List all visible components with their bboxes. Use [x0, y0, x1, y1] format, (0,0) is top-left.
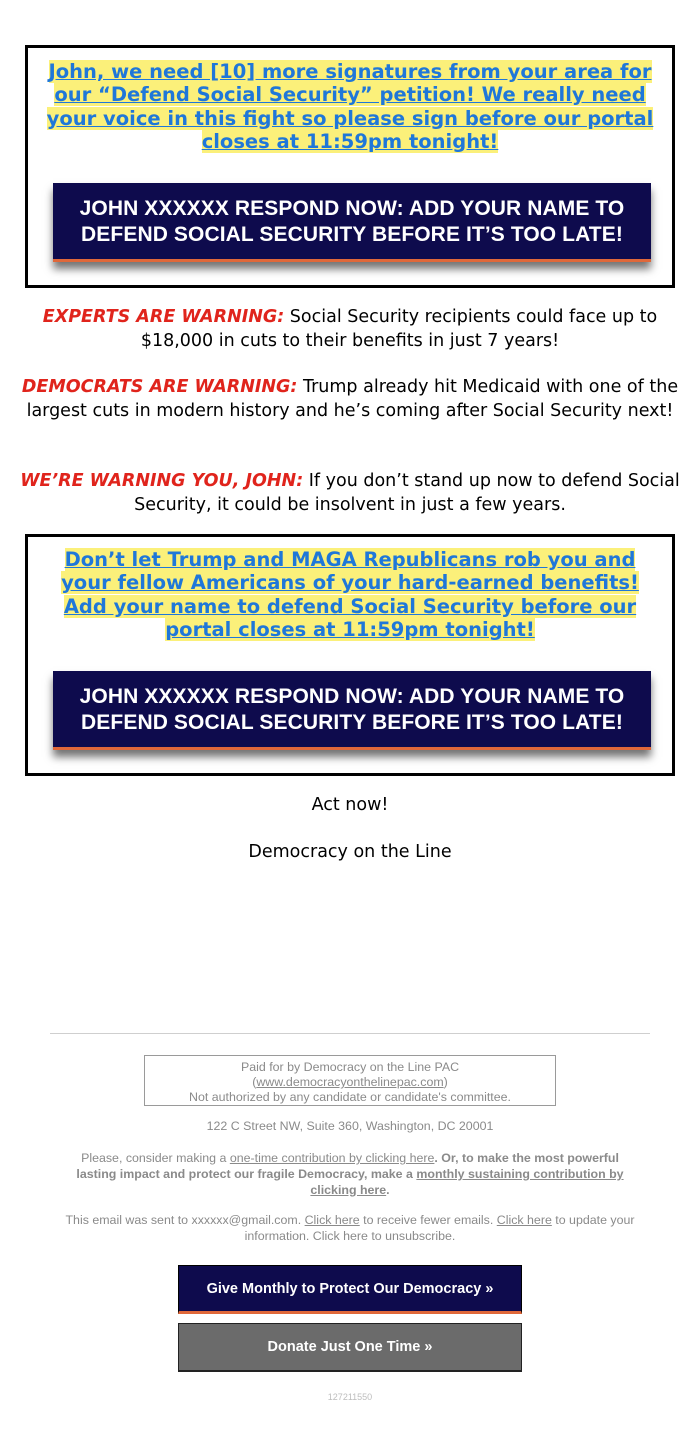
petition-box-2	[25, 534, 675, 776]
petition-headline-link[interactable]	[38, 548, 662, 641]
paid-for-disclaimer	[144, 1055, 556, 1106]
warning-lead: EXPERTS ARE WARNING:	[42, 307, 285, 327]
update-unsubscribe-text: to update your information. Click here to unsubscribe.	[244, 1213, 635, 1243]
warning-paragraph	[20, 376, 680, 423]
give-monthly-button[interactable]: Give Monthly to Protect Our Democracy »	[178, 1265, 522, 1314]
warning-paragraph	[20, 306, 680, 353]
mailing-address: 122 C Street NW, Suite 360, Washington, DC 20001	[206, 1119, 494, 1133]
fewer-emails-text: to receive fewer emails.	[359, 1213, 497, 1227]
petition-headline-text: John, we need [10] more signatures from your area for our “Defend Social Security” petition! We really need your voice in this fight so please sign before our portal closes at 11:59pm tonight!	[46, 60, 654, 153]
website-link[interactable]: www.democracyonthelinepac.com	[256, 1075, 444, 1089]
cta-line-1: JOHN XXXXXX RESPOND NOW: ADD YOUR NAME TO	[79, 685, 625, 708]
paid-for-line: Paid for by Democracy on the Line PAC	[240, 1060, 460, 1074]
not-authorized-line: Not authorized by any candidate or candidate's committee.	[189, 1090, 511, 1104]
update-info-link[interactable]: Click here	[496, 1213, 552, 1227]
reference-code: 127211550	[327, 1392, 373, 1402]
contribution-appeal	[60, 1151, 640, 1198]
cta-line-1: JOHN XXXXXX RESPOND NOW: ADD YOUR NAME TO	[79, 197, 625, 220]
warning-lead: WE’RE WARNING YOU, JOHN:	[20, 471, 304, 491]
one-time-contribution-link[interactable]: one-time contribution by clicking here	[229, 1151, 435, 1165]
warning-paragraph	[20, 470, 680, 517]
footer-divider	[50, 1033, 650, 1034]
appeal-text-bold: . Or, to make the most powerful lasting impact and protect our fragile Democracy, make a	[76, 1151, 619, 1181]
signature-text: Democracy on the Line	[248, 842, 452, 862]
cta-line-2: DEFEND SOCIAL SECURITY BEFORE IT’S TOO LATE!	[81, 711, 623, 734]
petition-headline-text: Don’t let Trump and MAGA Republicans rob you and your fellow Americans of your hard-earned benefits! Add your name to defend Social Security before our portal closes at 11:59pm tonight!	[61, 548, 639, 641]
warning-lead: DEMOCRATS ARE WARNING:	[21, 377, 298, 397]
cta-line-2: DEFEND SOCIAL SECURITY BEFORE IT’S TOO LATE!	[81, 223, 623, 246]
warning-text: Trump already hit Medicaid with one of the largest cuts in modern history and he’s coming after Social Security next!	[26, 377, 679, 421]
respond-now-button[interactable]	[53, 183, 651, 262]
website-line	[145, 1075, 555, 1090]
monthly-contribution-link[interactable]: monthly sustaining contribution by clicking here	[310, 1166, 624, 1197]
donate-one-time-button[interactable]: Donate Just One Time »	[178, 1323, 522, 1372]
paren-open: (	[252, 1075, 257, 1089]
fewer-emails-link[interactable]: Click here	[304, 1213, 360, 1227]
appeal-end: .	[386, 1182, 390, 1197]
petition-box-1	[25, 45, 675, 288]
warning-text: Social Security recipients could face up to $18,000 in cuts to their benefits in just 7 years!	[140, 307, 658, 351]
email-preferences	[60, 1213, 640, 1245]
warning-text: If you don’t stand up now to defend Social Security, it could be insolvent in just a few years.	[134, 471, 680, 515]
sent-to-text: This email was sent to xxxxxx@gmail.com.	[65, 1213, 305, 1227]
appeal-text: Please, consider making a	[81, 1151, 230, 1165]
act-now-text: Act now!	[311, 795, 389, 815]
petition-headline-link[interactable]	[38, 60, 662, 153]
paren-close: )	[443, 1075, 448, 1089]
respond-now-button[interactable]	[53, 671, 651, 750]
